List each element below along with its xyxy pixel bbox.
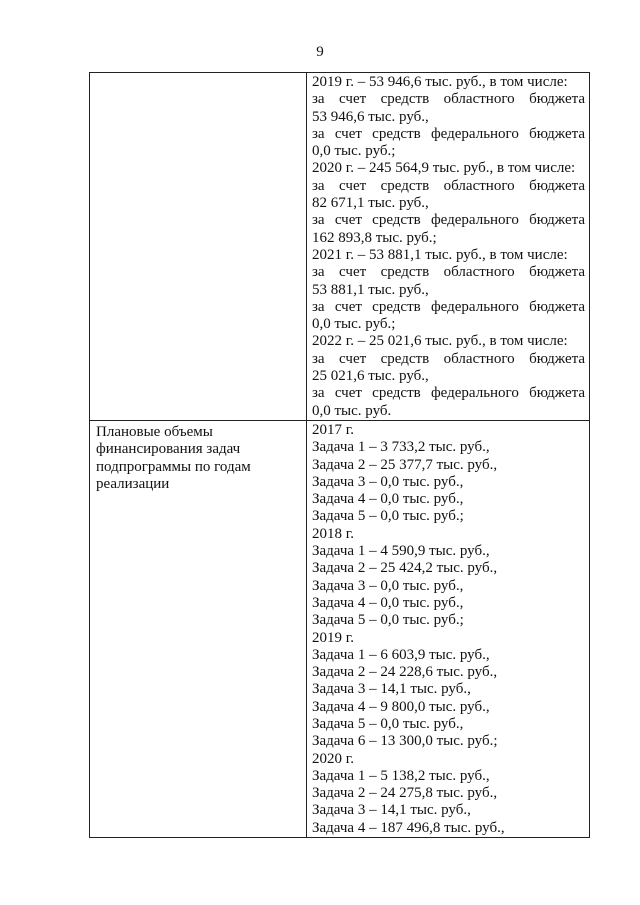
text-line: 2017 г. (312, 421, 354, 438)
task-financing-row (90, 420, 590, 837)
text-line: за счет средств федерального бюджета (312, 212, 585, 229)
text-line: 0,0 тыс. руб.; (312, 143, 396, 160)
text-line: 2020 г. (312, 750, 354, 767)
text-line: за счет средств областного бюджета (312, 350, 585, 367)
text-line: Задача 4 – 0,0 тыс. руб., (312, 491, 464, 508)
text-line: Задача 4 – 9 800,0 тыс. руб., (312, 698, 490, 715)
text-line: Задача 3 – 0,0 тыс. руб., (312, 577, 464, 594)
text-line: Задача 1 – 6 603,9 тыс. руб., (312, 646, 490, 663)
text-line: 2020 г. – 245 564,9 тыс. руб., в том числе: (312, 160, 576, 177)
financing-by-year-row (90, 73, 590, 421)
row1-right-cell (307, 73, 590, 421)
text-line: Задача 2 – 25 424,2 тыс. руб., (312, 560, 498, 577)
subprogram-passport-table (89, 72, 590, 838)
label-line: реализации (96, 475, 170, 492)
text-line: Задача 5 – 0,0 тыс. руб., (312, 715, 464, 732)
text-line: за счет средств областного бюджета (312, 91, 585, 108)
row1-left-cell (90, 73, 307, 421)
text-line: за счет средств областного бюджета (312, 264, 585, 281)
text-line: Задача 4 – 0,0 тыс. руб., (312, 594, 464, 611)
text-line: 82 671,1 тыс. руб., (312, 195, 429, 212)
text-line: Задача 2 – 24 275,8 тыс. руб., (312, 785, 498, 802)
text-line: 0,0 тыс. руб. (312, 402, 392, 419)
text-line: 0,0 тыс. руб.; (312, 316, 396, 333)
text-line: Задача 3 – 0,0 тыс. руб., (312, 473, 464, 490)
text-line: Задача 2 – 24 228,6 тыс. руб., (312, 664, 498, 681)
text-line: 162 893,8 тыс. руб.; (312, 229, 437, 246)
text-line: 2021 г. – 53 881,1 тыс. руб., в том числе: (312, 246, 568, 263)
text-line: 2019 г. – 53 946,6 тыс. руб., в том числе: (312, 74, 568, 90)
text-line: Задача 5 – 0,0 тыс. руб.; (312, 612, 464, 629)
text-line: 2019 г. (312, 629, 354, 646)
task-financing-label (90, 421, 306, 493)
text-line: за счет средств федерального бюджета (312, 125, 585, 142)
label-line: подпрограммы по годам (96, 458, 251, 475)
text-line: 2018 г. (312, 525, 354, 542)
text-line: 25 021,6 тыс. руб., (312, 368, 429, 385)
text-line: за счет средств федерального бюджета (312, 298, 585, 315)
text-line: Задача 1 – 3 733,2 тыс. руб., (312, 439, 490, 456)
text-line: Задача 6 – 13 300,0 тыс. руб.; (312, 733, 498, 750)
row2-left-cell (90, 420, 307, 837)
text-line: 53 946,6 тыс. руб., (312, 108, 429, 125)
label-line: финансирования задач (96, 441, 241, 458)
text-line: Задача 5 – 0,0 тыс. руб.; (312, 508, 464, 525)
text-line: Задача 1 – 5 138,2 тыс. руб., (312, 767, 490, 784)
text-line: 2022 г. – 25 021,6 тыс. руб., в том числе: (312, 333, 568, 350)
text-line: за счет средств федерального бюджета (312, 385, 585, 402)
text-line: Задача 1 – 4 590,9 тыс. руб., (312, 543, 490, 560)
financing-by-year-lines (307, 74, 589, 420)
text-line: за счет средств областного бюджета (312, 177, 585, 194)
text-line: Задача 3 – 14,1 тыс. руб., (312, 802, 471, 819)
text-line: Задача 4 – 187 496,8 тыс. руб., (312, 819, 505, 836)
text-line: Задача 3 – 14,1 тыс. руб., (312, 681, 471, 698)
row2-right-cell (307, 420, 590, 837)
task-financing-lines (307, 422, 589, 837)
page-number: 9 (316, 44, 324, 60)
label-line: Плановые объемы (96, 423, 213, 440)
text-line: 53 881,1 тыс. руб., (312, 281, 429, 298)
text-line: Задача 2 – 25 377,7 тыс. руб., (312, 456, 498, 473)
